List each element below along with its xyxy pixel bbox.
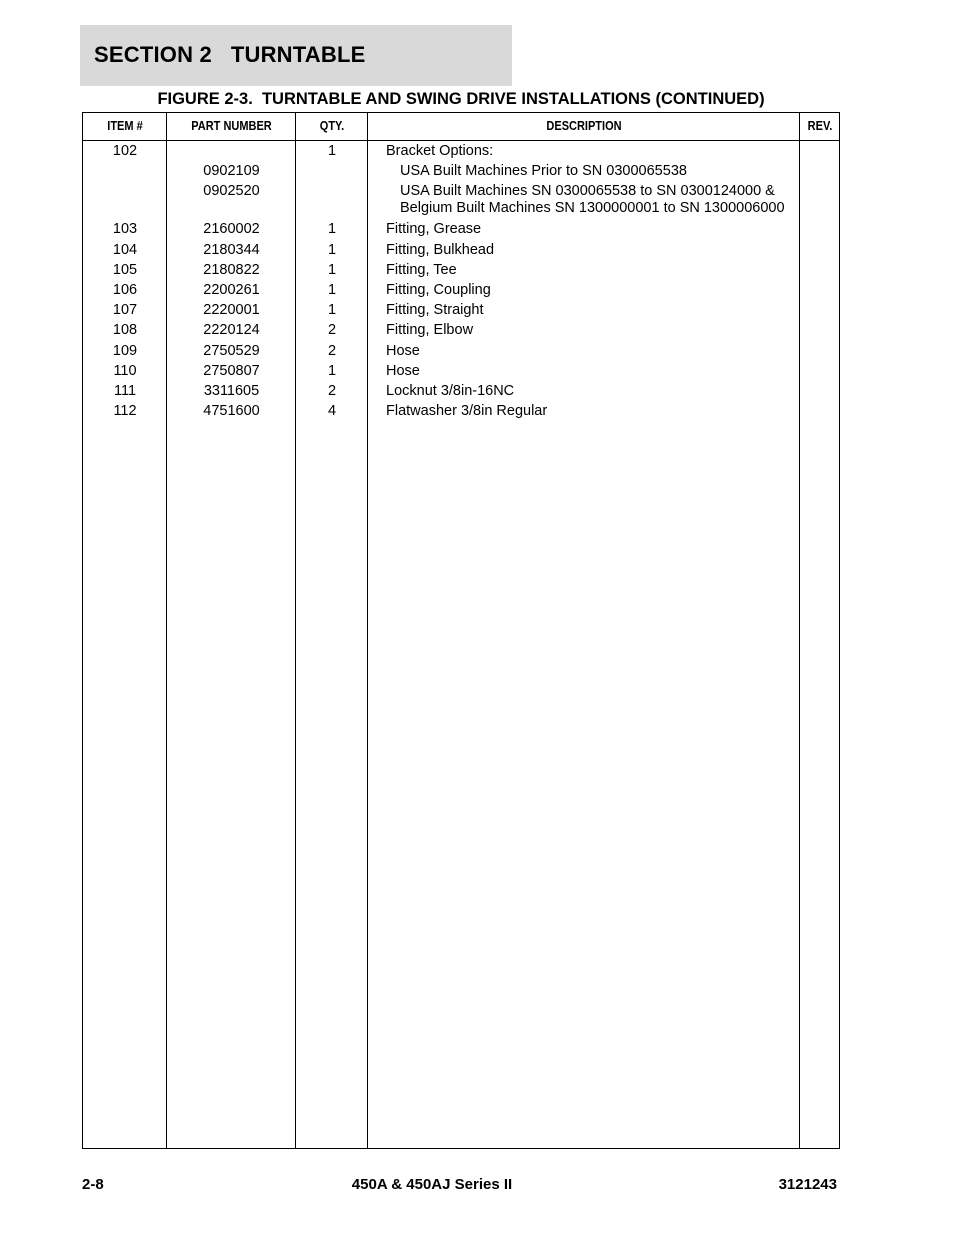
part-number: 2220001 [203, 302, 260, 319]
section-title: SECTION 2 TURNTABLE [94, 42, 366, 67]
quantity: 2 [327, 322, 337, 339]
page-number: 2-8 [82, 1176, 104, 1193]
quantity: 1 [327, 261, 337, 278]
quantity: 1 [327, 362, 337, 379]
item-number: 102 [112, 143, 138, 159]
part-number: 4751600 [203, 403, 260, 420]
description-continued: Belgium Built Machines SN 1300000001 to SN 1300006000 [400, 200, 785, 217]
item-number: 111 [113, 382, 137, 399]
description: Bracket Options: [386, 143, 494, 159]
table-row [83, 181, 839, 219]
description: Fitting, Grease [386, 221, 482, 238]
part-number: 2180822 [203, 261, 260, 278]
item-number: 109 [112, 342, 138, 359]
document-number: 3121243 [778, 1176, 837, 1193]
header-part-number: PART NUMBER [191, 119, 272, 133]
part-number: 2180344 [203, 241, 260, 258]
table-row [83, 361, 839, 381]
section-header [80, 25, 512, 86]
quantity: 2 [327, 382, 337, 399]
item-number: 103 [112, 221, 138, 238]
parts-table [82, 112, 840, 1149]
part-number: 2160002 [203, 221, 260, 238]
item-number: 112 [113, 403, 137, 420]
quantity: 1 [327, 241, 337, 258]
part-number: 2200261 [203, 281, 260, 298]
figure-title: FIGURE 2-3. TURNTABLE AND SWING DRIVE INSTALLATIONS (CONTINUED) [157, 90, 765, 108]
item-number: 105 [112, 261, 138, 278]
item-number: 107 [112, 302, 138, 319]
part-number: 3311605 [203, 382, 260, 399]
quantity: 1 [327, 302, 337, 319]
description: Fitting, Coupling [386, 281, 491, 298]
description: Hose [386, 342, 420, 359]
description: Flatwasher 3/8in Regular [386, 403, 548, 420]
description: Fitting, Straight [386, 302, 484, 319]
table-row [83, 260, 839, 280]
quantity: 1 [327, 143, 337, 159]
table-row [83, 300, 839, 320]
description: USA Built Machines Prior to SN 0300065538 [400, 163, 687, 180]
table-row [83, 381, 839, 401]
description: USA Built Machines SN 0300065538 to SN 0300124000 & [400, 183, 775, 200]
header-qty: QTY. [319, 119, 345, 133]
table-row [83, 161, 839, 181]
part-number: 2750529 [203, 342, 260, 359]
table-body [83, 141, 839, 421]
description: Fitting, Bulkhead [386, 241, 495, 258]
header-description: DESCRIPTION [546, 119, 622, 133]
item-number: 104 [112, 241, 138, 258]
quantity: 2 [327, 342, 337, 359]
header-item: ITEM # [107, 119, 143, 133]
part-number: 2750807 [203, 362, 260, 379]
header-rev: REV. [807, 119, 833, 133]
quantity: 4 [327, 403, 337, 420]
part-number: 0902109 [203, 163, 260, 180]
item-number: 110 [113, 362, 137, 379]
table-row [83, 240, 839, 260]
description: Fitting, Elbow [386, 322, 474, 339]
item-number: 106 [112, 281, 138, 298]
part-number: 0902520 [203, 183, 260, 200]
table-row [83, 219, 839, 239]
table-row [83, 320, 839, 340]
quantity: 1 [327, 281, 337, 298]
description: Locknut 3/8in-16NC [386, 382, 515, 399]
table-row [83, 280, 839, 300]
table-row [83, 341, 839, 361]
item-number: 108 [112, 322, 138, 339]
quantity: 1 [327, 221, 337, 238]
description: Fitting, Tee [386, 261, 457, 278]
table-row [83, 141, 839, 161]
part-number: 2220124 [203, 322, 260, 339]
description: Hose [386, 362, 420, 379]
table-row [83, 401, 839, 421]
model-name: 450A & 450AJ Series II [351, 1176, 513, 1193]
